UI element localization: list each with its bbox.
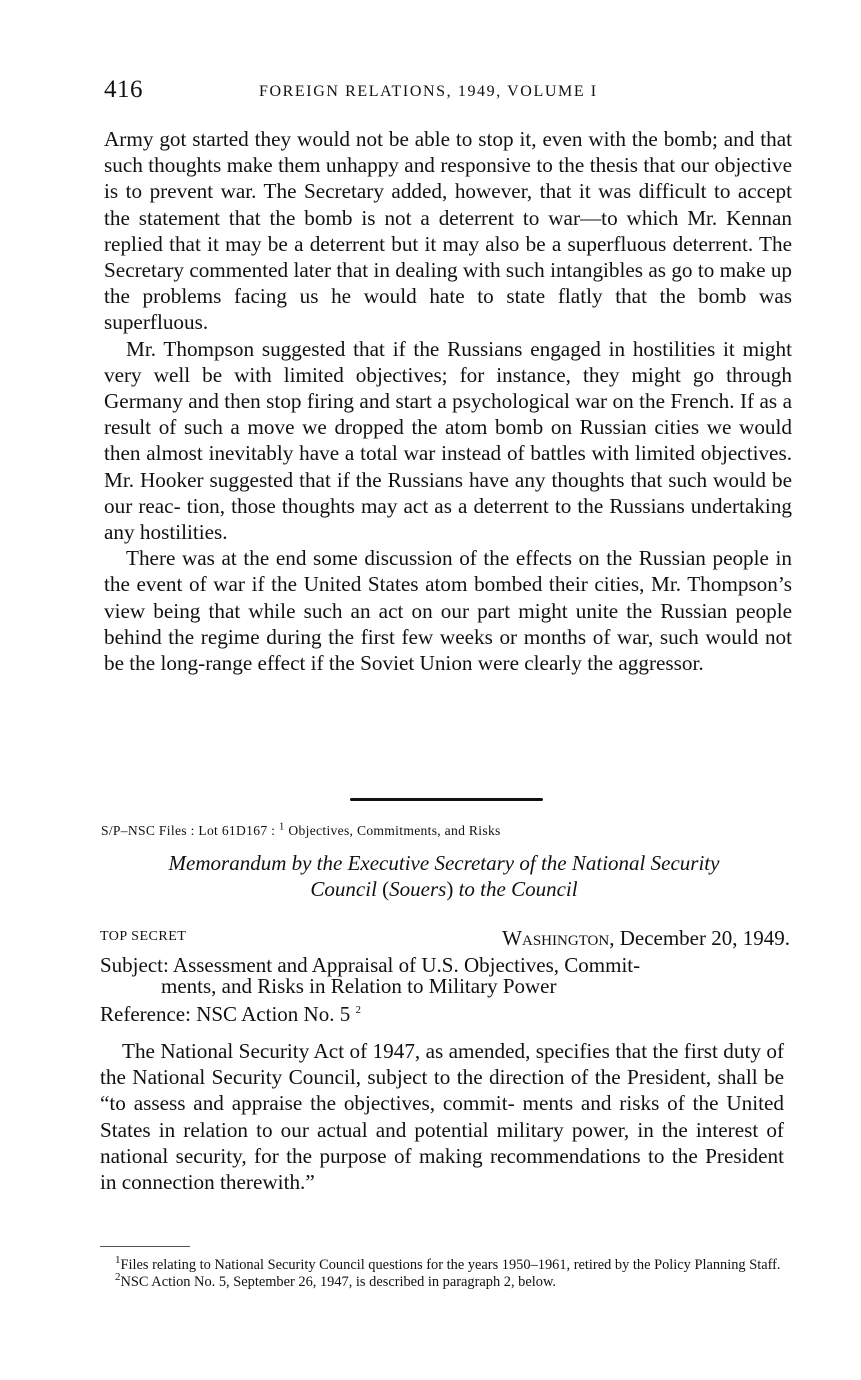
- subject-line: [100, 955, 790, 976]
- text-line: potential military power, in the interest of national security, for the: [100, 1117, 784, 1168]
- text-line: bomb; and that such thoughts make them unhappy and responsive to: [104, 127, 792, 178]
- subject-block: [100, 955, 790, 997]
- thompson-paragraph: [104, 336, 792, 546]
- footnote-number: 2: [115, 1270, 121, 1283]
- page-number: 416: [104, 76, 143, 103]
- text-line: therewith.”: [220, 1170, 315, 1195]
- running-title: FOREIGN RELATIONS, 1949, VOLUME I: [259, 83, 598, 100]
- text-line: a deterrent but it may also be a superfluous deterrent. The Secretary: [104, 231, 793, 283]
- subject-text-continued: ments, and Risks in Relation to Military Power: [161, 974, 557, 998]
- memo-title-part: Council: [310, 877, 377, 901]
- footnote-number: 1: [115, 1254, 121, 1267]
- text-line: ments and risks of the United States in relation to our actual and: [100, 1091, 784, 1142]
- footnotes: [96, 1254, 786, 1290]
- text-line: war on the French. If as a result of such a move we dropped the atom: [104, 389, 793, 440]
- footnote-1: [96, 1254, 786, 1274]
- file-reference-title: Objectives, Commitments, and Risks: [288, 823, 501, 838]
- main-text-upper: [104, 126, 792, 676]
- memo-title: [96, 850, 792, 902]
- text-line: that if the Russians have any thoughts that such would be our reac-: [104, 467, 793, 518]
- running-head: [104, 76, 794, 106]
- text-line: the thesis that our objective is to prevent war. The Secretary added,: [104, 153, 792, 204]
- text-line: was superfluous.: [104, 284, 792, 335]
- dateline: [100, 926, 790, 954]
- main-text-lower: [100, 1038, 784, 1195]
- text-line: commented later that in dealing with such intangibles as go to make: [189, 258, 766, 283]
- text-line: bomb on Russian cities we would then almost inevitably have a total: [104, 415, 793, 466]
- subject-text: Assessment and Appraisal of U.S. Objectives, Commit-: [172, 953, 641, 977]
- reference-label: Reference:: [100, 1002, 191, 1026]
- footnote-text: Files relating to National Security Council questions for the years 1950–1961,: [120, 1257, 571, 1273]
- memo-title-line: Memorandum by the Executive Secretary of the National Security: [168, 851, 720, 875]
- section-separator: [350, 798, 543, 801]
- text-line: go through Germany and then stop firing and start a psychological: [104, 362, 792, 414]
- memo-author: Souers: [389, 877, 447, 901]
- reference-line: [100, 1002, 361, 1027]
- memo-title-line: Council (Souers) to the Council: [310, 877, 578, 901]
- text-line: Soviet Union were clearly the aggressor.: [360, 651, 704, 676]
- discussion-paragraph: [104, 545, 792, 676]
- text-line: The National Security Act of 1947, as amended, specifies that the: [122, 1039, 679, 1063]
- text-line: war instead of battles with limited objectives. Mr. Hooker suggested: [104, 441, 793, 492]
- text-line: might unite the Russian people behind the regime during the first few: [104, 598, 792, 649]
- text-line: any hostilities.: [104, 520, 228, 545]
- continuation-paragraph: [104, 126, 792, 336]
- memo-title-part: to the Council: [458, 877, 578, 901]
- text-line: up the problems facing us he would hate to state flatly that the bomb: [104, 258, 792, 309]
- text-line: Army got started they would not be able to stop it, even with the: [104, 127, 658, 151]
- text-line: Mr. Thompson suggested that if the Russians engaged in hostilities: [126, 336, 716, 361]
- text-line: tion, those thoughts may act as a deterrent to the Russians undertaking: [186, 493, 793, 518]
- reference-value: NSC Action No. 5: [196, 1002, 351, 1026]
- text-line: people in the event of war if the United States atom bombed their: [104, 546, 793, 597]
- text-line: not a deterrent to war—to which Mr. Kennan replied that it may be: [104, 205, 793, 256]
- footnote-mark[interactable]: 2: [355, 1004, 361, 1016]
- footnote-rule: [100, 1246, 190, 1247]
- dateline-text: [502, 926, 790, 951]
- classification-label: TOP SECRET: [100, 929, 187, 944]
- text-line: There was at the end some discussion of the effects on the Russian: [126, 546, 706, 571]
- footnote-2: [96, 1270, 786, 1291]
- act-paragraph: [100, 1038, 784, 1195]
- footnote-text: retired by the Policy Planning Staff.: [573, 1257, 781, 1273]
- dateline-city: Washington: [502, 926, 610, 950]
- footnote-mark[interactable]: 1: [278, 820, 285, 833]
- footnote-text: NSC Action No. 5, September 26, 1947, is described in paragraph 2, below.: [120, 1273, 557, 1290]
- file-reference-text: S/P–NSC Files : Lot 61D167 :: [101, 823, 276, 838]
- file-reference: [101, 820, 501, 839]
- subject-label: Subject:: [100, 953, 169, 977]
- text-line: however, that it was difficult to accept the statement that the bomb is: [104, 179, 792, 230]
- text-line: weeks or months of war, such would not be the long-range effect if the: [104, 624, 793, 676]
- text-line: purpose of making recommendations to the President in connection: [100, 1143, 785, 1195]
- text-line: it might very well be with limited objectives; for instance, they might: [104, 336, 793, 387]
- text-line: cities, Mr. Thompson’s view being that while such an act on our part: [104, 572, 792, 623]
- dateline-date: , December 20, 1949.: [609, 926, 790, 950]
- text-line: first duty of the National Security Council, subject to the direction of: [100, 1039, 785, 1090]
- text-line: the President, shall be “to assess and appraise the objectives, commit-: [100, 1065, 785, 1116]
